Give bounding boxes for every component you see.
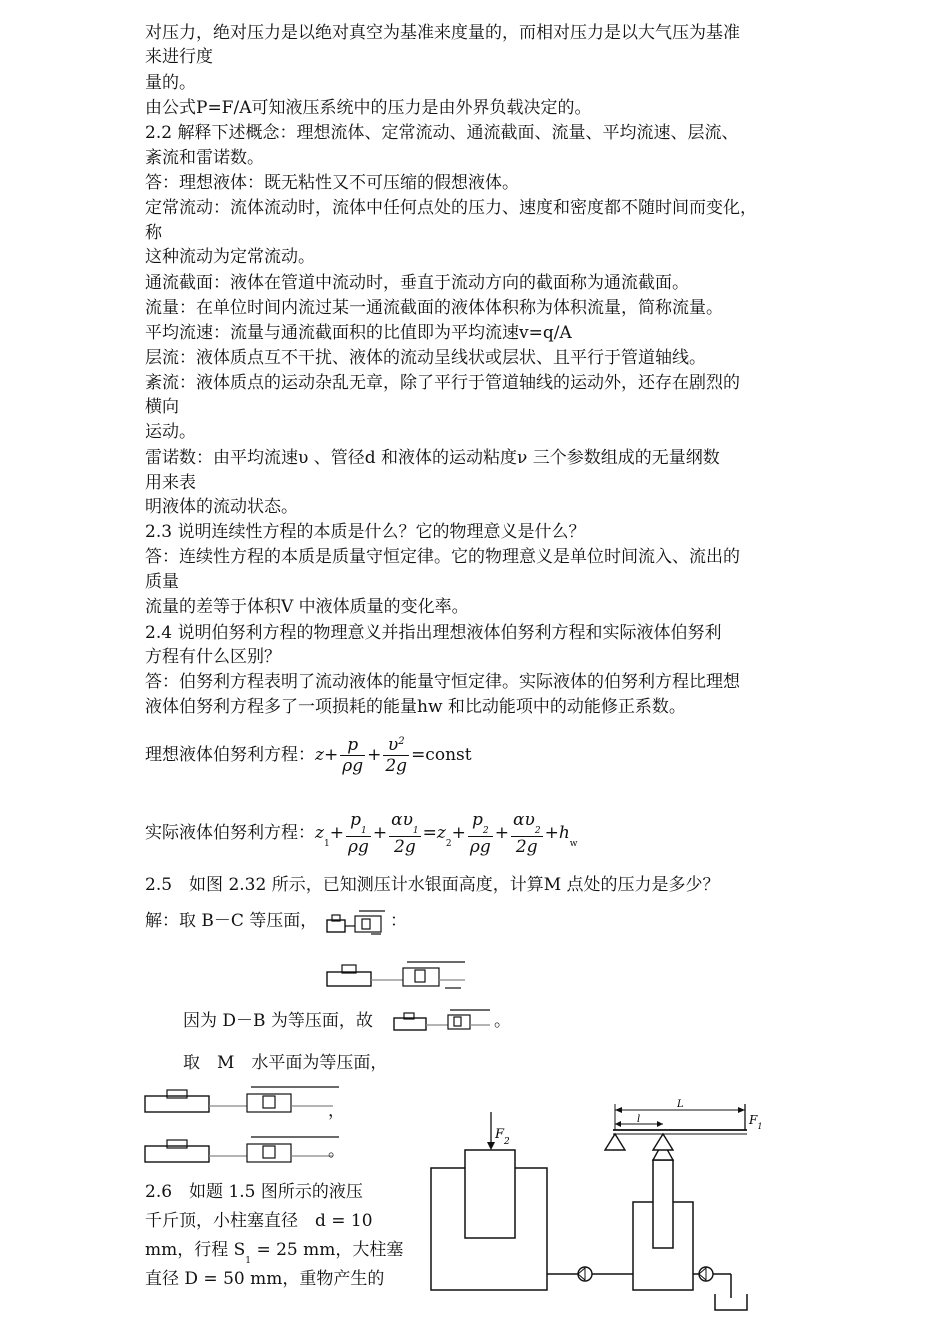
text-line: 方程有什么区别？ (145, 647, 281, 667)
text-line: 紊流：液体质点的运动杂乱无章，除了平行于管道轴线的运动外，还存在剧烈的 (145, 373, 740, 393)
question-2-6-line: mm，行程 $S_1 = 25$ mm，大柱塞 (145, 1240, 404, 1266)
real-bernoulli-equation: 实际液体伯努利方程：$z_1+$ $\frac{p_1}{\rho g}$ + $\frac{\alpha\upsilon_1}{2g}$ $=z_2+$ $\frac{p_2}{\rho g}$ + $\frac{\alpha\upsilon_2}{2g}$ $+h_w$ (145, 810, 578, 857)
text-line: 紊流和雷诺数。 (145, 148, 264, 168)
text-line: 通流截面：液体在管道中流动时，垂直于流动方向的截面称为通流截面。 (145, 273, 689, 293)
force-f2-label: $F_2$ (495, 1127, 510, 1147)
formula-image (325, 908, 397, 938)
text-line: 用来表 (145, 473, 196, 493)
formula-image (392, 1008, 496, 1036)
colon: ： (390, 911, 407, 931)
period: 。 (328, 1141, 345, 1161)
question-2-6-line: 2.6 如题 1.5 图所示的液压 (145, 1182, 363, 1202)
text-line: 平均流速：流量与通流截面积的比值即为平均流速v=q/A (145, 323, 572, 343)
formula-image (325, 958, 475, 992)
because-line: 因为 D－B 为等压面，故 (183, 1011, 373, 1031)
text-line: 称 (145, 223, 162, 243)
text-line: 答：连续性方程的本质是质量守恒定律。它的物理意义是单位时间流入、流出的 (145, 547, 740, 567)
text-line: 液体伯努利方程多了一项损耗的能量hw 和比动能项中的动能修正系数。 (145, 697, 686, 717)
text-line: 2.3 说明连续性方程的本质是什么？它的物理意义是什么？ (145, 522, 586, 542)
large-piston (465, 1150, 515, 1238)
formula-image (143, 1084, 343, 1118)
question-2-5: 2.5 如图 2.32 所示，已知测压计水银面高度，计算M 点处的压力是多少？ (145, 875, 720, 895)
text-line: 答：理想液体：既无粘性又不可压缩的假想液体。 (145, 173, 519, 193)
text-line: 明液体的流动状态。 (145, 497, 298, 517)
text-line: 量的。 (145, 73, 196, 93)
text-line: 流量的差等于体积V 中液体质量的变化率。 (145, 597, 469, 617)
equation-label: 实际液体伯努利方程： (145, 823, 315, 843)
small-piston (653, 1160, 673, 1248)
text-line: 来进行度 (145, 47, 213, 67)
pivot-icon (605, 1134, 625, 1150)
text-line: 对压力，绝对压力是以绝对真空为基准来度量的，而相对压力是以大气压为基准 (145, 23, 740, 43)
text-line: 这种流动为定常流动。 (145, 247, 315, 267)
text-line: 答：伯努利方程表明了流动液体的能量守恒定律。实际液体的伯努利方程比理想 (145, 672, 740, 692)
text-line: 层流：液体质点互不干扰、液体的流动呈线状或层状、且平行于管道轴线。 (145, 348, 706, 368)
period: 。 (494, 1011, 511, 1031)
equation-label: 理想液体伯努利方程： (145, 745, 315, 765)
text-line: 雷诺数：由平均流速υ 、管径d 和液体的运动粘度ν 三个参数组成的无量纲数 (145, 448, 720, 468)
comma: ， (328, 1101, 345, 1121)
length-small-l-label: l (637, 1114, 641, 1125)
text-line: 由公式P=F/A可知液压系统中的压力是由外界负载决定的。 (145, 98, 592, 118)
text-line: 运动。 (145, 422, 196, 442)
text-line: 2.2 解释下述概念：理想流体、定常流动、通流截面、流量、平均流速、层流、 (145, 123, 739, 143)
question-2-6-line: 千斤顶，小柱塞直径 d = 10 (145, 1211, 373, 1231)
ideal-bernoulli-equation: 理想液体伯努利方程：z+ $\frac{p}{\rho g}$ + $\frac{\upsilon^2}{2g}$ =const (145, 735, 472, 776)
hydraulic-jack-figure (425, 1090, 765, 1320)
solution-line: 解：取 B－C 等压面， (145, 911, 318, 931)
take-m-line: 取 M 水平面为等压面， (183, 1053, 388, 1073)
text-line: 流量：在单位时间内流过某一通流截面的液体体积称为体积流量，简称流量。 (145, 298, 723, 318)
formula-image (143, 1134, 343, 1168)
text-line: 横向 (145, 397, 179, 417)
text-line: 质量 (145, 572, 179, 592)
text-line: 定常流动：流体流动时，流体中任何点处的压力、速度和密度都不随时间而变化， (145, 198, 757, 218)
length-l-label: L (677, 1099, 684, 1110)
force-f1-label: $F_1$ (749, 1113, 763, 1131)
question-2-6-line: 直径 D = 50 mm，重物产生的 (145, 1269, 385, 1289)
text-line: 2.4 说明伯努利方程的物理意义并指出理想液体伯努利方程和实际液体伯努利 (145, 623, 722, 643)
